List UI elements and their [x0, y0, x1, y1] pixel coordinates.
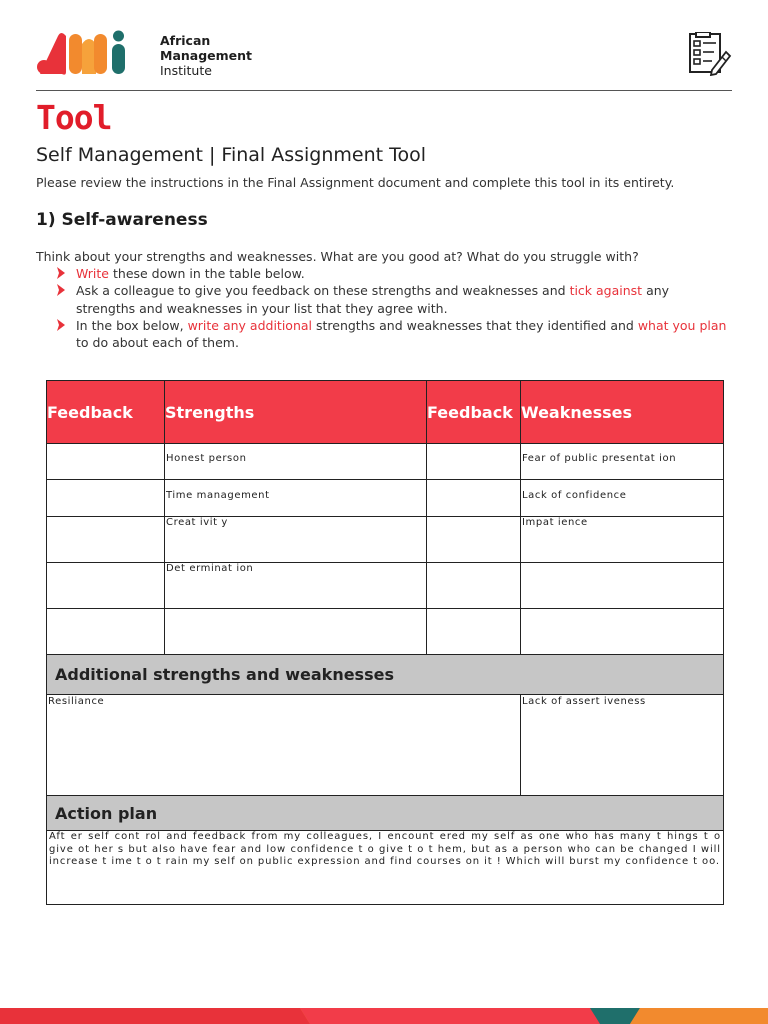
page-header	[36, 30, 732, 90]
page-subtitle: Self Management | Final Assignment Tool	[36, 144, 427, 166]
feedback-cell[interactable]	[47, 444, 165, 480]
strength-cell[interactable]: Creat ivit y	[165, 517, 427, 563]
additional-strength-cell[interactable]: Resiliance	[47, 695, 521, 796]
weakness-cell[interactable]: Lack of confidence	[521, 480, 724, 517]
table-row	[47, 563, 724, 609]
weakness-cell[interactable]	[521, 609, 724, 655]
weakness-cell[interactable]: Impat ience	[521, 517, 724, 563]
additional-weakness-cell[interactable]: Lack of assert iveness	[521, 695, 724, 796]
weakness-cell[interactable]: Fear of public presentat ion	[521, 444, 724, 480]
strength-cell[interactable]	[165, 609, 427, 655]
strength-cell[interactable]: Time management	[165, 480, 427, 517]
brand-name: African Management Institute	[160, 33, 253, 78]
instruction-item: In the box below, write any additional strengths and weaknesses that they identified and what you plan to do about each of them.	[56, 317, 732, 352]
logo-lettering: AMI	[36, 30, 38, 31]
feedback-cell[interactable]	[47, 563, 165, 609]
weakness-cell[interactable]	[521, 563, 724, 609]
feedback-cell[interactable]	[47, 517, 165, 563]
checklist-icon	[686, 32, 732, 76]
feedback-cell[interactable]	[427, 444, 521, 480]
section-heading: 1) Self-awareness	[36, 210, 208, 230]
feedback-cell[interactable]	[427, 480, 521, 517]
table-header-row	[47, 381, 724, 444]
feedback-header: Feedback	[47, 381, 165, 444]
additional-heading: Additional strengths and weaknesses	[47, 655, 724, 695]
instruction-item: Write these down in the table below.	[56, 265, 732, 282]
instruction-item: Ask a colleague to give you feedback on these strengths and weaknesses and tick against any strengths and weaknesses in your list that they agree with.	[56, 282, 732, 317]
action-plan-heading: Action plan	[47, 796, 724, 831]
bullet-arrow-icon	[56, 284, 66, 296]
table-row	[47, 480, 724, 517]
page-title: Tool	[36, 98, 112, 137]
instruction-list	[56, 265, 732, 351]
ami-logo	[36, 30, 156, 78]
action-plan-row	[47, 831, 724, 905]
feedback-cell[interactable]	[427, 609, 521, 655]
strength-cell[interactable]: Det erminat ion	[165, 563, 427, 609]
action-plan-text[interactable]: Aft er self cont rol and feedback from my colleagues, I encount ered my self as one who has many t hings t o give ot her s but also have fear and low confidence t o give t o t hem, but as a person who can be changed I will increase t ime t o t rain my self on public expression and find courses on it ! Which will burst my confidence t oo.	[47, 831, 724, 905]
header-divider	[36, 90, 732, 91]
weaknesses-header: Weaknesses	[521, 381, 724, 444]
self-awareness-table	[46, 380, 724, 905]
feedback-header: Feedback	[427, 381, 521, 444]
bullet-arrow-icon	[56, 267, 66, 279]
section-question: Think about your strengths and weaknesses. What are you good at? What do you struggle with?	[36, 249, 639, 264]
table-row	[47, 444, 724, 480]
action-plan-heading-row	[47, 796, 724, 831]
strengths-header: Strengths	[165, 381, 427, 444]
additional-row	[47, 695, 724, 796]
intro-text: Please review the instructions in the Final Assignment document and complete this tool in its entirety.	[36, 175, 675, 190]
strength-cell[interactable]: Honest person	[165, 444, 427, 480]
table-row	[47, 609, 724, 655]
bullet-arrow-icon	[56, 319, 66, 331]
feedback-cell[interactable]	[47, 609, 165, 655]
feedback-cell[interactable]	[427, 563, 521, 609]
footer-stripe	[0, 1004, 768, 1024]
feedback-cell[interactable]	[47, 480, 165, 517]
table-row	[47, 517, 724, 563]
additional-heading-row	[47, 655, 724, 695]
feedback-cell[interactable]	[427, 517, 521, 563]
